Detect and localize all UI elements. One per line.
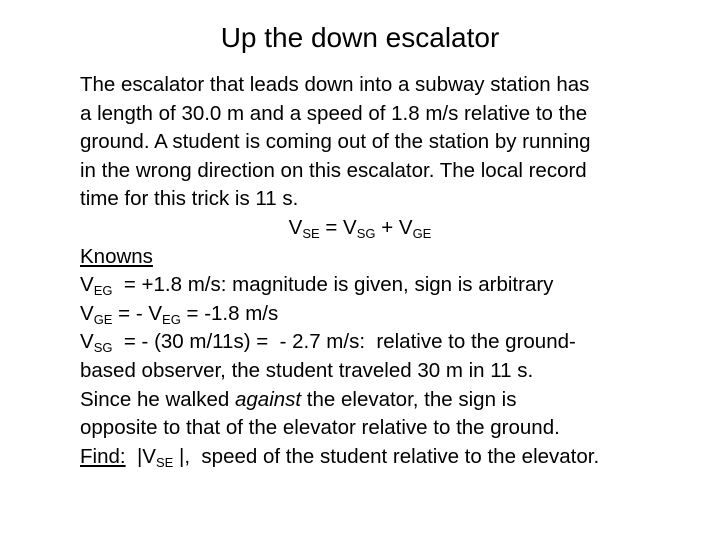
find-b: |, speed of the student relative to the elevator.	[173, 444, 600, 468]
known-sign-line	[80, 386, 710, 415]
find-label: Find:	[80, 444, 126, 468]
known-veg-symbol: V	[80, 273, 94, 297]
equation-v1: V	[288, 215, 303, 239]
problem-line-1: The escalator that leads down into a subway station has	[80, 73, 590, 96]
problem-line-5: time for this trick is 11 s.	[80, 187, 299, 211]
known-vge-symbol: V	[80, 301, 94, 325]
known-vsg-text: = - (30 m/11s) = - 2.7 m/s: relative to the ground-	[112, 330, 576, 354]
known-vge-sub: GE	[93, 311, 113, 327]
equation-plus: + V	[375, 215, 413, 239]
problem-line-4: in the wrong direction on this escalator. The local record	[80, 158, 587, 182]
known-sign-a: Since he walked	[80, 387, 235, 411]
known-sign-cont: opposite to that of the elevator relative to the ground.	[80, 416, 560, 440]
problem-line-3: ground. A student is coming out of the station by running	[80, 130, 591, 154]
slide-body	[80, 71, 710, 471]
find-a: |V	[125, 444, 156, 468]
known-vsg	[80, 328, 710, 357]
equation-sub-ge: GE	[412, 225, 432, 241]
find-sub: SE	[155, 454, 174, 470]
known-vsg-symbol: V	[80, 330, 94, 354]
known-vsg-sub: SG	[93, 340, 113, 356]
equation-sub-sg: SG	[356, 225, 376, 241]
known-veg-sub: EG	[93, 283, 113, 299]
known-veg	[80, 271, 710, 300]
known-sign-emphasis: against	[234, 387, 302, 411]
known-vge-text: = -1.8 m/s	[180, 301, 279, 325]
known-vge-sub2: EG	[162, 311, 181, 327]
known-vsg-cont: based observer, the student traveled 30 m in 11 s.	[80, 358, 534, 382]
known-sign-b: the elevator, the sign is	[301, 387, 517, 411]
velocity-equation	[80, 214, 710, 243]
page-title: Up the down escalator	[220, 22, 500, 53]
equation-equals: = V	[319, 215, 357, 239]
find-line	[80, 443, 710, 472]
knowns-heading: Knowns	[80, 244, 153, 268]
known-vge	[80, 300, 710, 329]
known-veg-text: = +1.8 m/s: magnitude is given, sign is arbitrary	[112, 273, 554, 297]
known-vge-mid: = - V	[112, 301, 163, 325]
problem-line-2: a length of 30.0 m and a speed of 1.8 m/s relative to the	[80, 101, 588, 125]
knowns-heading-line	[80, 243, 710, 272]
equation-sub-se: SE	[302, 225, 320, 241]
